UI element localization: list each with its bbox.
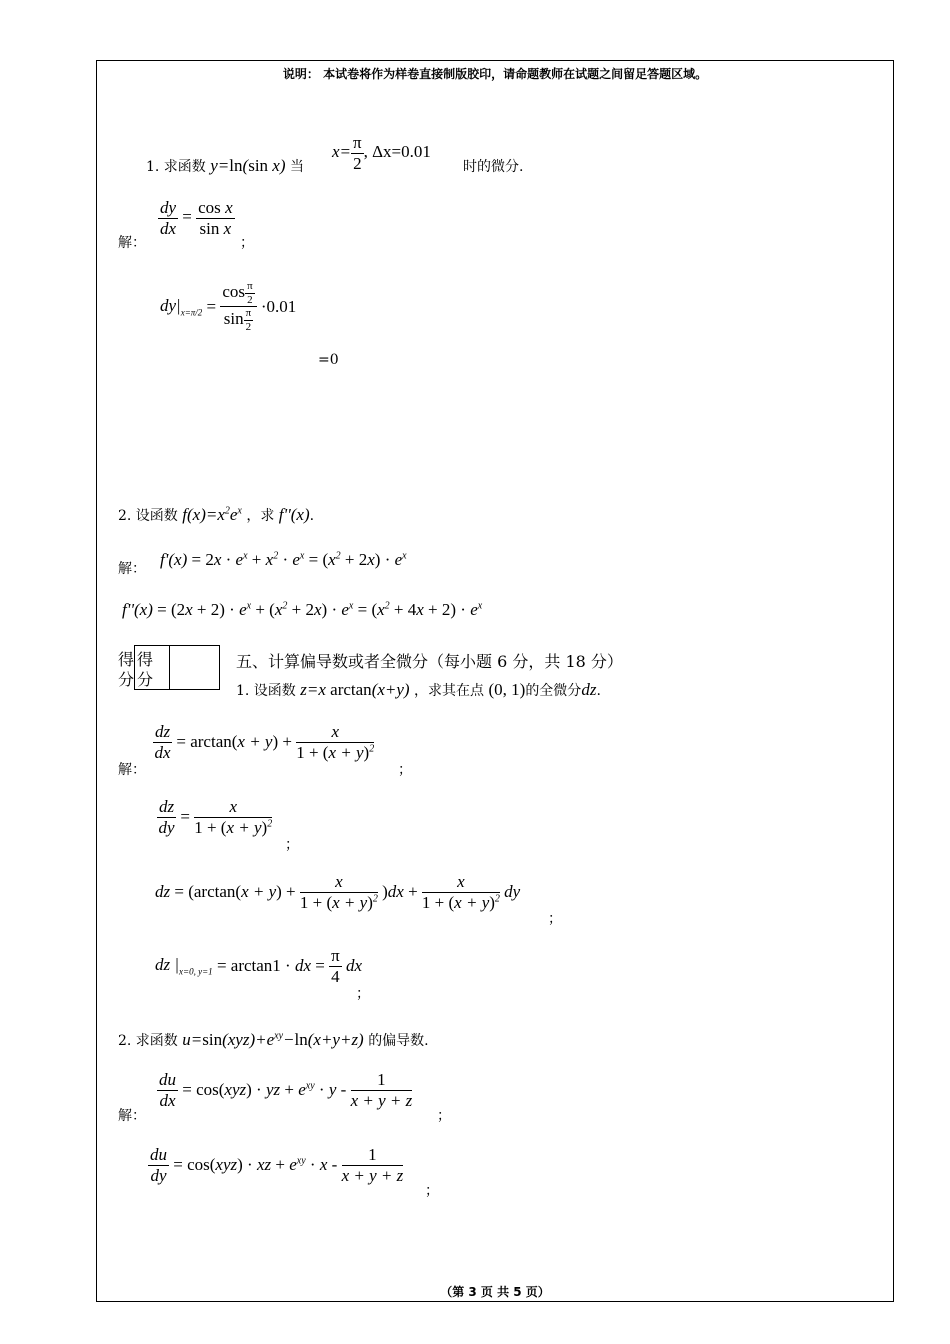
solution-2-label: 解： <box>118 561 146 577</box>
problem-1-condition: x= $\frac{\pi}{2}$ , Δx=0.01 <box>332 133 431 173</box>
problem-1-label: 1. 求函数 <box>146 159 206 175</box>
exam-header-note: 说明： 本试卷将作为样卷直接制版胶印，请命题教师在试题之间留足答题区域。 <box>282 67 708 81</box>
problem-1-when: 当 <box>289 159 304 175</box>
partial-z-x: $\frac{dz}{dx}$ = arctan(x + y) + $\frac{x}{1 + (x + y)^2}$ <box>154 722 375 762</box>
solution-1-result: =0 <box>318 352 339 368</box>
page-footer: （第 3 页 共 5 页） <box>440 1285 550 1299</box>
solution-2-first-derivative: $f'(x) = 2x \cdot e^x + x^2 \cdot e^x = (x^2 + 2x) \cdot e^x$ <box>160 550 407 569</box>
solution-1-differential: $dy|_{x=\pi/2}$ = cos $\frac{\pi}{2}$ sin $\frac{\pi}{2}$ ·0.01 <box>160 280 297 333</box>
section-5-title: 五、计算偏导数或者全微分（每小题 6 分，共 18 分） <box>236 652 623 671</box>
semicolon-1: ； <box>398 762 412 778</box>
semicolon-4: ； <box>356 986 370 1002</box>
semicolon-5: ； <box>437 1108 451 1124</box>
section-5-solution-1-label: 解： <box>118 762 146 778</box>
semicolon-6: ； <box>425 1183 439 1199</box>
problem-1-function: y=ln(sin x) <box>210 156 286 175</box>
total-differential: dz = (arctan(x + y) + $\frac{x}{1 + (x + y)^2}$ )dx + $\frac{x}{1 + (x + y)^2}$ dy <box>155 872 521 912</box>
total-differential-at-point: dz $|_{x=0, y=1} = \arctan 1$ · dx = $\frac{\pi}{4}$ dx <box>155 946 362 986</box>
score-label-inner: 得分 <box>137 650 154 689</box>
score-label-outer: 得分 <box>118 650 135 689</box>
partial-u-x: $\frac{du}{dx}$ = cos(xyz) · yz + $e^{xy} \cdot y$ - $\frac{1}{x + y + z}$ <box>159 1070 413 1110</box>
section-5-problem-1: 1. 设函数 z=x arctan(x+y) ，求其在点 (0, 1)的全微分dz. <box>236 680 601 699</box>
section-5-solution-2-label: 解： <box>118 1108 146 1124</box>
section-5-problem-2: 2. 求函数 $u=\sin(xyz)+e^{xy}-\ln(x+y+z)$ 的偏导数. <box>118 1030 429 1049</box>
score-box[interactable] <box>134 645 220 690</box>
problem-1-tail: 时的微分. <box>463 159 524 175</box>
partial-u-y: $\frac{du}{dy}$ = cos(xyz) · xz + $e^{xy} \cdot x$ - $\frac{1}{x + y + z}$ <box>150 1145 404 1185</box>
partial-z-y: $\frac{dz}{dy}$ = $\frac{x}{1 + (x + y)^2}$ <box>158 797 273 837</box>
solution-2-second-derivative: $f''(x) = (2x + 2) \cdot e^x + (x^2 + 2x) \cdot e^x = (x^2 + 4x + 2) \cdot e^x$ <box>122 600 483 619</box>
problem-1-statement <box>146 156 304 176</box>
semicolon-3: ； <box>548 911 562 927</box>
solution-1-semicolon: ； <box>240 235 254 251</box>
solution-1-derivative: $\frac{dy}{dx}$ = $\frac{\text{cos x}}{\text{sin x}}$ <box>160 198 233 238</box>
solution-1-label: 解： <box>118 235 146 251</box>
problem-2-statement: 2. 设函数 $f(x)=x^2e^x$ ，求 f''(x). <box>118 505 315 524</box>
semicolon-2: ； <box>285 837 299 853</box>
